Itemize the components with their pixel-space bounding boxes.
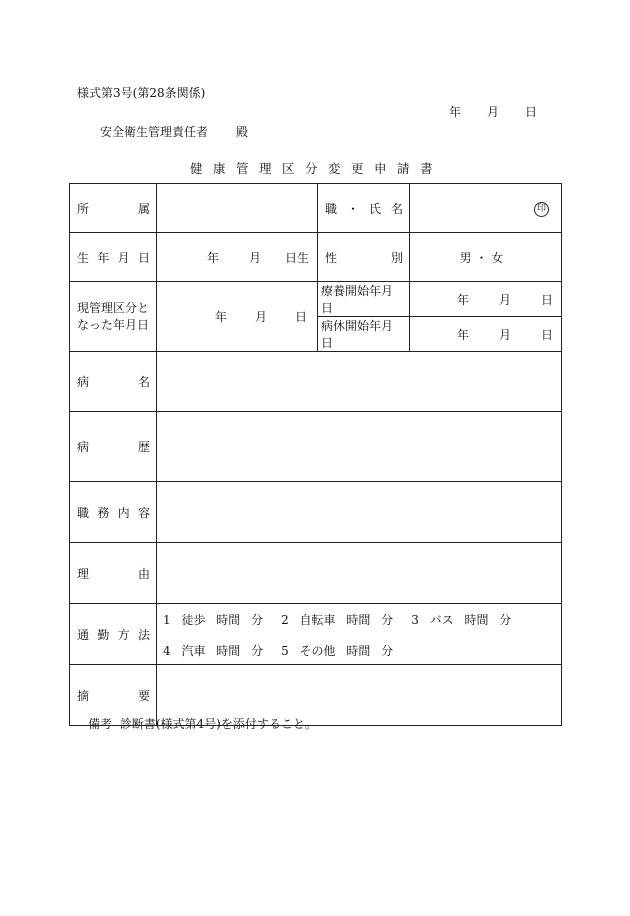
sex-field[interactable]: 男 ・ 女 [410, 233, 562, 282]
addressee [100, 123, 248, 140]
history-field[interactable] [157, 412, 562, 482]
row-duties [70, 482, 562, 543]
reason-field[interactable] [157, 543, 562, 604]
affiliation-label: 所 属 [70, 184, 157, 233]
birthdate-field[interactable]: 年 月 日生 [157, 233, 318, 282]
commute-train[interactable]: 4 汽車 時間 分 [163, 644, 264, 658]
page-title: 健康管理区分変更申請書 [190, 161, 444, 176]
current-class-label: 現管理区分と なった年月日 [70, 282, 157, 352]
date-month: 月 [487, 105, 500, 119]
commute-other[interactable]: 5 その他 時間 分 [281, 644, 394, 658]
date-year: 年 [449, 105, 462, 119]
commute-walk[interactable]: 1 徒歩 時間 分 [163, 613, 264, 627]
leave-start-field[interactable]: 年 月 日 [410, 317, 562, 352]
addressee-title: 安全衛生管理責任者 [100, 125, 209, 139]
remarks: 備考 診断書(様式第4号)を添付すること。 [88, 717, 317, 731]
commute-bicycle[interactable]: 2 自転車 時間 分 [281, 613, 394, 627]
row-commute [70, 604, 562, 665]
summary-label: 摘 要 [70, 665, 157, 726]
application-table [69, 183, 562, 726]
disease-label: 病 名 [70, 352, 157, 412]
row-affiliation [70, 184, 562, 233]
disease-field[interactable] [157, 352, 562, 412]
row-disease [70, 352, 562, 412]
current-class-field[interactable]: 年 月 日 [157, 282, 318, 352]
commute-line-1 [163, 611, 521, 628]
treatment-start-label: 療養開始年月日 [318, 282, 410, 317]
reason-label: 理 由 [70, 543, 157, 604]
row-reason [70, 543, 562, 604]
commute-line-2 [163, 642, 403, 659]
position-name-label: 職 ・ 氏 名 [318, 184, 410, 233]
history-label: 病 歴 [70, 412, 157, 482]
duties-label: 職 務 内 容 [70, 482, 157, 543]
commute-label: 通 勤 方 法 [70, 604, 157, 665]
commute-options[interactable] [157, 604, 562, 665]
date-day: 日 [525, 105, 538, 119]
affiliation-field[interactable] [157, 184, 318, 233]
honorific: 殿 [236, 125, 249, 139]
row-history [70, 412, 562, 482]
date-line [449, 103, 537, 120]
form-number: 様式第3号(第28条関係) [77, 86, 206, 100]
row-birthdate [70, 233, 562, 282]
duties-field[interactable] [157, 482, 562, 543]
seal-mark: 印 [534, 202, 549, 217]
position-name-field[interactable] [410, 184, 562, 233]
sex-label: 性 別 [318, 233, 410, 282]
commute-bus[interactable]: 3 バス 時間 分 [411, 613, 512, 627]
birthdate-label: 生 年 月 日 [70, 233, 157, 282]
treatment-start-field[interactable]: 年 月 日 [410, 282, 562, 317]
leave-start-label: 病休開始年月日 [318, 317, 410, 352]
row-current-class [70, 282, 562, 317]
